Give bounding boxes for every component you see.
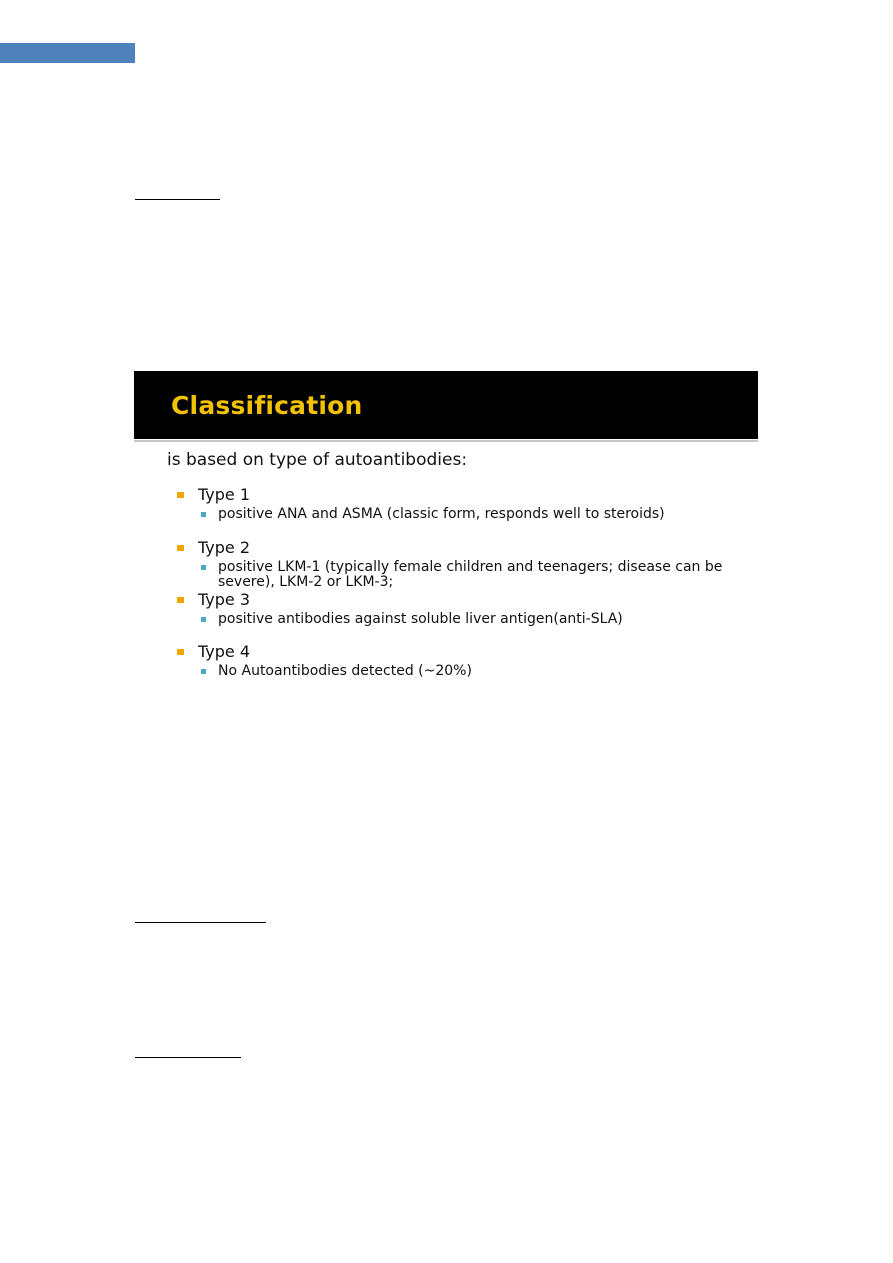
sub-bullet-icon (201, 669, 206, 674)
slide-divider (134, 440, 758, 442)
type-1-detail: positive ANA and ASMA (classic form, responds well to steroids) (218, 506, 665, 522)
section-heading-underline (135, 922, 266, 923)
type-3-label: Type 3 (198, 590, 251, 609)
type-1-label: Type 1 (198, 485, 251, 504)
type-4-label: Type 4 (198, 642, 251, 661)
slide-title: Classification (171, 391, 363, 420)
header-accent-bar (0, 43, 135, 63)
bullet-icon (177, 545, 184, 551)
section-heading-underline (135, 199, 220, 200)
sub-bullet-icon (201, 512, 206, 517)
type-1-item (177, 485, 250, 505)
type-2-detail: positive LKM-1 (typically female children and teenagers; disease can be severe), LKM-2 or LKM-3; (218, 559, 723, 590)
bullet-icon (177, 649, 184, 655)
sub-bullet-icon (201, 565, 206, 570)
type-4-detail: No Autoantibodies detected (~20%) (218, 663, 472, 679)
sub-bullet-icon (201, 617, 206, 622)
type-3-detail: positive antibodies against soluble liver antigen(anti-SLA) (218, 611, 623, 627)
type-3-item (177, 590, 250, 610)
slide-intro: is based on type of autoantibodies: (167, 450, 468, 470)
slide-header (134, 371, 758, 439)
section-heading-underline (135, 1057, 241, 1058)
bullet-icon (177, 597, 184, 603)
type-2-label: Type 2 (198, 538, 251, 557)
classification-slide-image (134, 371, 758, 691)
bullet-icon (177, 492, 184, 498)
type-2-item (177, 538, 250, 558)
type-4-item (177, 642, 250, 662)
